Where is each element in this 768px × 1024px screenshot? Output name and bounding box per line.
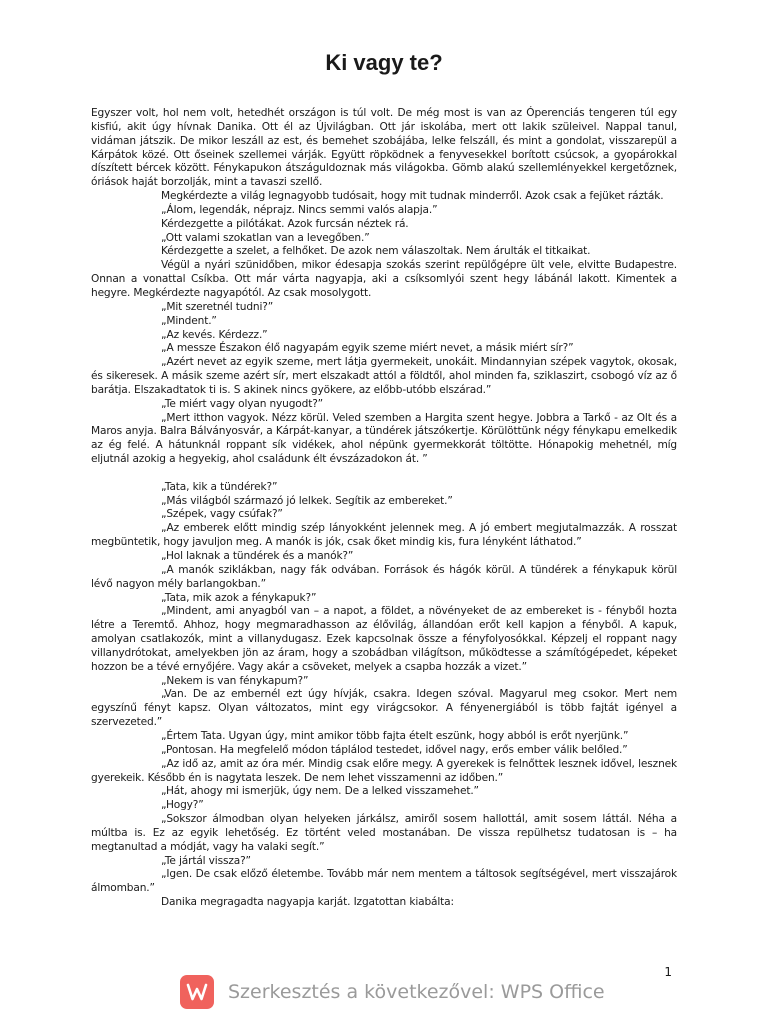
paragraph: „Mit szeretnél tudni?” [161, 300, 274, 313]
paragraph: „Értem Tata. Ugyan úgy, mint amikor több fajta ételt eszünk, hogy abból is erőt nyerjünk.” [161, 729, 629, 742]
paragraph: „Az emberek előtt mindig szép lányokként jelennek meg. A jó embert megjutalmazzák. A rosszat megbüntetik, hogy javuljon meg. A manók is jók, csak őket mindig kis, fura lényként láthatod.” [91, 522, 677, 549]
paragraph: „Pontosan. Ha megfelelő módon táplálod testedet, idővel nagy, erős ember válik belőled.” [161, 743, 628, 756]
document-title: Ki vagy te? [325, 50, 443, 75]
paragraph: „Hogy?” [161, 799, 204, 812]
paragraph: „Hol laknak a tündérek és a manók?” [161, 550, 354, 562]
paragraph: „Az idő az, amit az óra mér. Mindig csak előre megy. A gyerekek is felnőttek lesznek idővel, lesznek gyerekeik. Később én is nagytata leszek. De nem lehet visszamenni az időben.” [91, 757, 677, 784]
paragraph: „Tata, mik azok a fénykapuk?” [161, 591, 317, 604]
paragraph: „Az kevés. Kérdezz.” [161, 328, 268, 341]
paragraph: Danika megragadta nagyapja karját. Izgatottan kiabálta: [161, 896, 454, 909]
paragraph: „A messze Északon élő nagyapám egyik szeme miért nevet, a másik miért sír?” [161, 342, 574, 355]
paragraph: „Ott valami szokatlan van a levegőben.” [161, 231, 370, 244]
page-number: 1 [664, 965, 672, 979]
paragraph: „Van. De az embernél ezt úgy hívják, csakra. Idegen szóval. Magyarul meg csokor. Mert nem egyszínű fényt kapsz. Olyan változatos, mint egy virágcsokor. A fényenergiából is több fajtát igényel a szervezeted.” [91, 688, 677, 729]
paragraph: „Mindent, ami anyagból van – a napot, a földet, a növényeket de az embereket is - fényből hozta létre a Teremtő. Ahhoz, hogy megmaradhasson az élővilág, állandóan erőt kell kapjon a fényből. A kapuk, amolyan csatlakozók, mint a villanydugasz. Ezek kapcsolnak össze a fényfolyosókkal. Képzelj el roppant nagy villanydrótokat, amelyekben jön az áram, hogy a szobádban világítson, működtesse a számítógépedet, képeket hozzon be a tévé ernyőjére. Vagy akár a csöveket, melyek a csapba hozzák a vizet.” [91, 605, 677, 673]
paragraph: „Te miért vagy olyan nyugodt?” [161, 397, 324, 410]
paragraph: Végül a nyári szünidőben, mikor édesapja szokás szerint repülőgépre ült vele, elvitte Budapestre. Onnan a vonattal Csíkba. Ott már várta nagyapja, aki a csíksomlyói szent hegy lábánál lakott. Kimentek a hegyre. Megkérdezte nagyapótól. Az csak mosolygott. [91, 259, 677, 299]
wps-logo-icon [180, 975, 214, 1009]
document-body [91, 107, 677, 910]
paragraph: „Nekem is van fénykapum?” [161, 674, 309, 687]
paragraph: Kérdezgette a szelet, a felhőket. De azok nem válaszoltak. Nem árulták el titkaikat. [161, 245, 591, 258]
paragraph: „Azért nevet az egyik szeme, mert látja gyermekeit, unokáit. Mindannyian szépek vagytok, okosak, és sikeresek. A másik szeme azért sír, mert elszakadt attól a földtől, ahol minden fa, sziklaszirt, csobogó víz az ő barátja. Elszakadtatok ti is. S akinek nincs gyökere, az előbb-utóbb elszárad.” [91, 356, 677, 396]
paragraph: „Más világból származó jó lelkek. Segítik az embereket.” [161, 494, 453, 507]
paragraph: „Hát, ahogy mi ismerjük, úgy nem. De a lelked visszamehet.” [161, 785, 479, 798]
paragraph: Egyszer volt, hol nem volt, hetedhét országon is túl volt. De még most is van az Óperenciás tengeren túl egy kisfiú, akit úgy hívnak Danika. Ott él az Újvilágban. Ott jár iskolába, mert ott lakik szüleivel. Nappal tanul, vidáman játszik. De mikor leszáll az est, és bemehet szobájába, lelke felszáll, és mint a gondolat, visszarepül a Kárpátok közé. Ott őseinek szellemei várják. Együtt röpködnek a fenyvesekkel borított csúcsok, a gyopárokkal díszített bércek között. Fénykapukon átszáguldoznak más világokba. Gömb alakú szellemlényekkel kergetőznek, óriások haját borzolják, mint a tavaszi szellő. [91, 107, 677, 189]
paragraph: „Te jártál vissza?” [161, 854, 251, 867]
paragraph: „Mert itthon vagyok. Nézz körül. Veled szemben a Hargita szent hegye. Jobbra a Tarkő - az Olt és a Maros anyja. Balra Bálványosvár, a Kárpát-kanyar, a tündérek játszókertje. Körülöttünk négy fénykapu emelkedik az ég felé. A hátunknál roppant sík vidékek, ahol népünk gyermekkorát töltötte. Hónapokig mehetnél, míg eljutnál azokig a hegyekig, ahol családunk élt évszázadokon át. ” [91, 411, 677, 466]
paragraph: Megkérdezte a világ legnagyobb tudósait, hogy mit tudnak minderről. Azok csak a fejüket rázták. [161, 190, 664, 203]
paragraph: „Álom, legendák, néprajz. Nincs semmi valós alapja.” [161, 203, 438, 216]
paragraph: „Tata, kik a tündérek?” [161, 480, 278, 493]
paragraph: „Mindent.” [161, 314, 217, 327]
paragraph: „A manók sziklákban, nagy fák odvában. Források és hágók körül. A tündérek a fénykapuk körül lévő nagyon mély barlangokban.” [91, 563, 677, 590]
paragraph: „Szépek, vagy csúfak?” [161, 508, 283, 521]
paragraph: „Sokszor álmodban olyan helyeken járkálsz, amiről sosem hallottál, amit sosem láttál. Néha a múltba is. Ez az egyik lehetőség. Ez történt veled mostanában. De vissza repülhetsz tudatosan is – ha megtanultad a módját, vagy ha valaki segít.” [91, 813, 677, 853]
wps-edit-text[interactable]: Szerkesztés a következővel: WPS Office [228, 981, 605, 1003]
paragraph: „Igen. De csak előző életembe. Tovább már nem mentem a táltosok segítségével, mert visszajárok álmomban.” [91, 868, 677, 895]
wps-edit-banner[interactable] [180, 972, 605, 1012]
paragraph: Kérdezgette a pilótákat. Azok furcsán néztek rá. [161, 217, 409, 230]
